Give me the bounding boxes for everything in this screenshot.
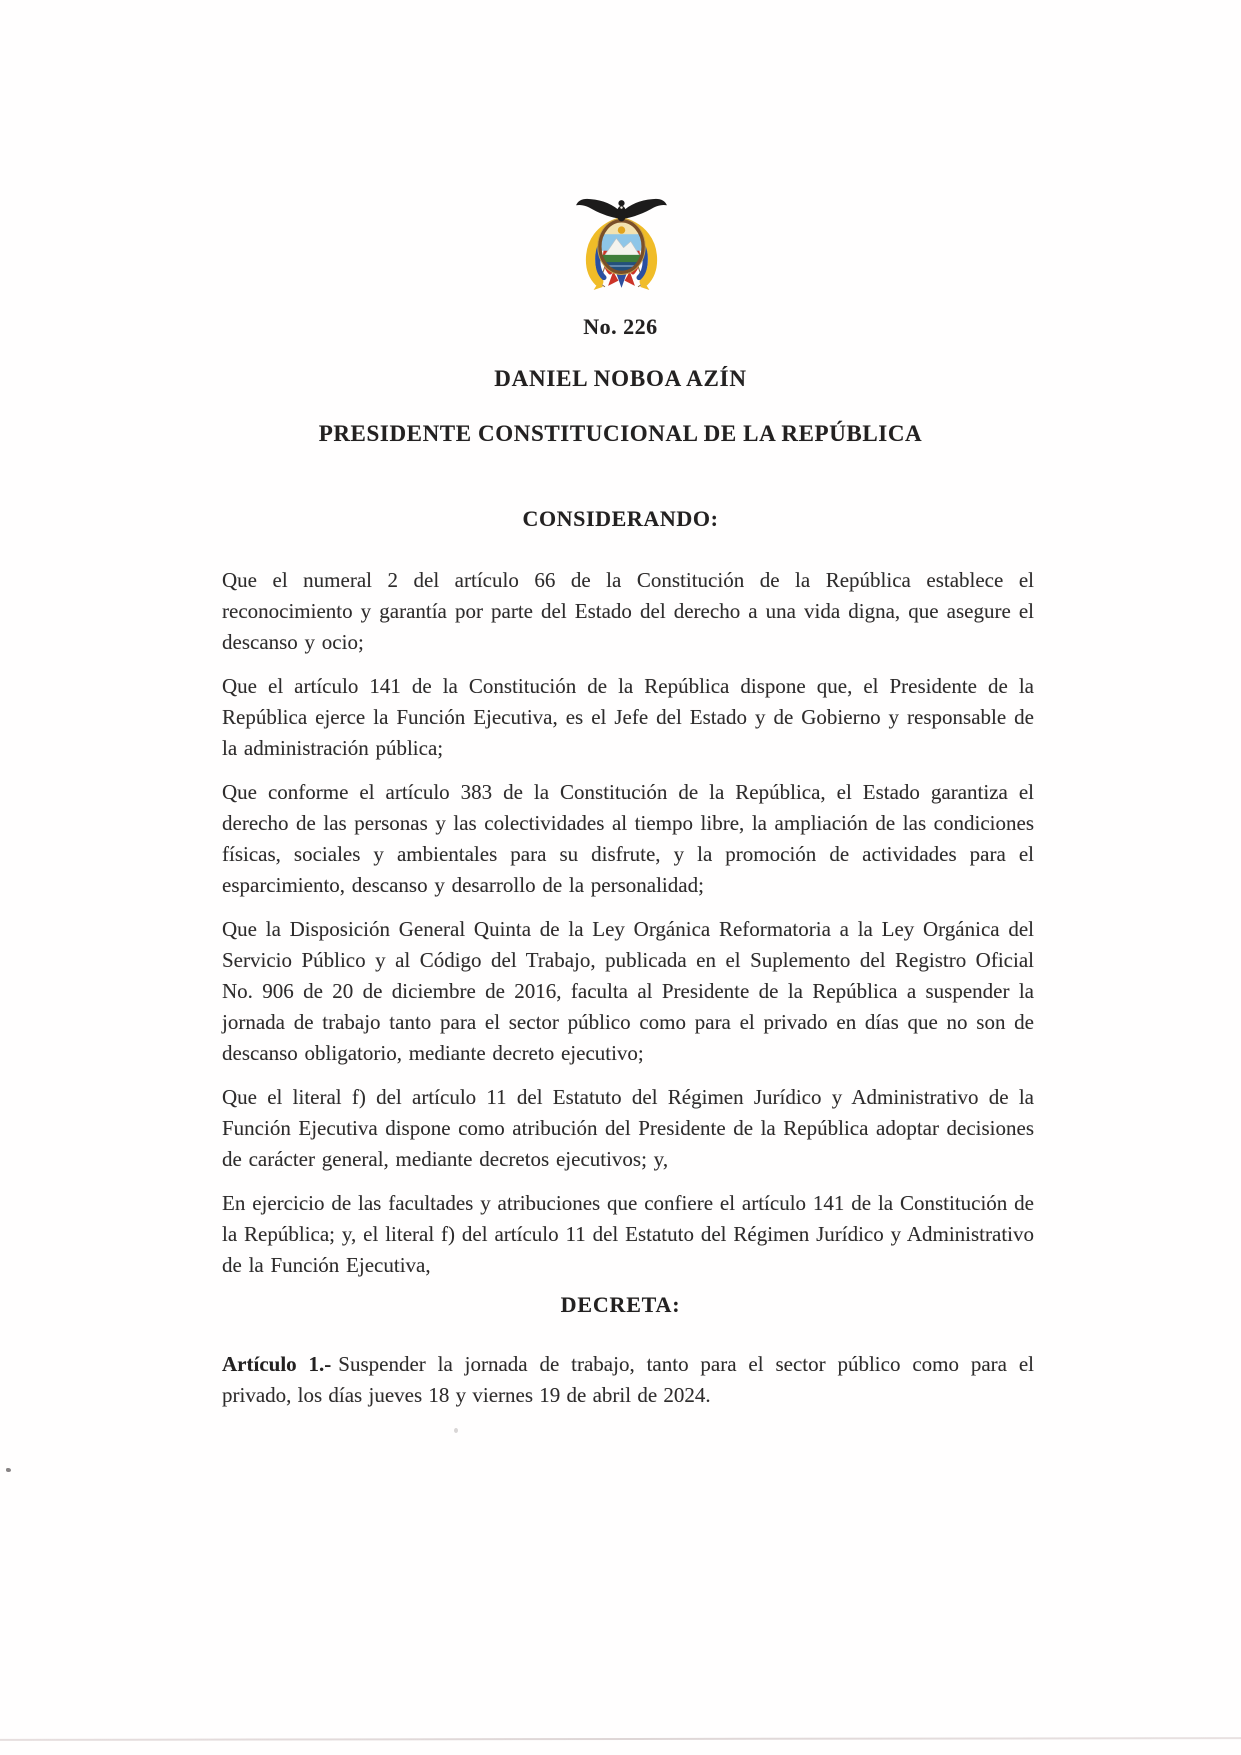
decree-number: No. 226 (583, 314, 658, 339)
considering-heading: CONSIDERANDO: (522, 506, 719, 531)
president-title: PRESIDENTE CONSTITUCIONAL DE LA REPÚBLICA (318, 421, 923, 446)
article-1-label: Artículo 1.- (222, 1352, 332, 1376)
president-name: DANIEL NOBOA AZÍN (494, 366, 747, 391)
considering-paragraph-2: Que el artículo 141 de la Constitución de la República dispone que, el Presidente de la República ejerce la Función Ejecutiva, es el Jefe del Estado y de Gobierno y responsable de la administración pública; (222, 674, 1034, 760)
ecuador-coat-of-arms-icon (574, 196, 669, 291)
decree-heading: DECRETA: (560, 1292, 681, 1317)
scan-artifact-dot (454, 1428, 458, 1433)
coa-condor-icon (576, 199, 667, 222)
article-1-paragraph (222, 1349, 1034, 1411)
coa-sun-icon (618, 226, 625, 233)
article-1-text: Suspender la jornada de trabajo, tanto para el sector público como para el privado, los días jueves 18 y viernes 19 de abril de 2024. (222, 1352, 1034, 1407)
considering-paragraph-3: Que conforme el artículo 383 de la Constitución de la República, el Estado garantiza el derecho de las personas y las colectividades al tiempo libre, la ampliación de las condiciones físicas, sociales y ambientales para su disfrute, y la promoción de actividades para el esparcimiento, descanso y desarrollo de la personalidad; (222, 780, 1034, 897)
considering-paragraph-6: En ejercicio de las facultades y atribuciones que confiere el artículo 141 de la Constitución de la República; y, el literal f) del artículo 11 del Estatuto del Régimen Jurídico y Administrativo de la Función Ejecutiva, (222, 1191, 1034, 1277)
page-bottom-scan-line (0, 1737, 1241, 1741)
scan-artifact-dot (6, 1468, 11, 1472)
considering-paragraph-5: Que el literal f) del artículo 11 del Estatuto del Régimen Jurídico y Administrativo de la Función Ejecutiva dispone como atribución del Presidente de la República adoptar decisiones de carácter general, mediante decretos ejecutivos; y, (222, 1085, 1034, 1171)
considering-paragraph-1: Que el numeral 2 del artículo 66 de la Constitución de la República establece el reconocimiento y garantía por parte del Estado del derecho a una vida digna, que asegure el descanso y ocio; (222, 568, 1034, 654)
considering-paragraph-4: Que la Disposición General Quinta de la Ley Orgánica Reformatoria a la Ley Orgánica del Servicio Público y al Código del Trabajo, publicada en el Suplemento del Registro Oficial No. 906 de 20 de diciembre de 2016, faculta al Presidente de la República a suspender la jornada de trabajo tanto para el sector público como para el privado en días que no son de descanso obligatorio, mediante decreto ejecutivo; (222, 917, 1034, 1065)
considering-paragraphs (222, 565, 1034, 1294)
